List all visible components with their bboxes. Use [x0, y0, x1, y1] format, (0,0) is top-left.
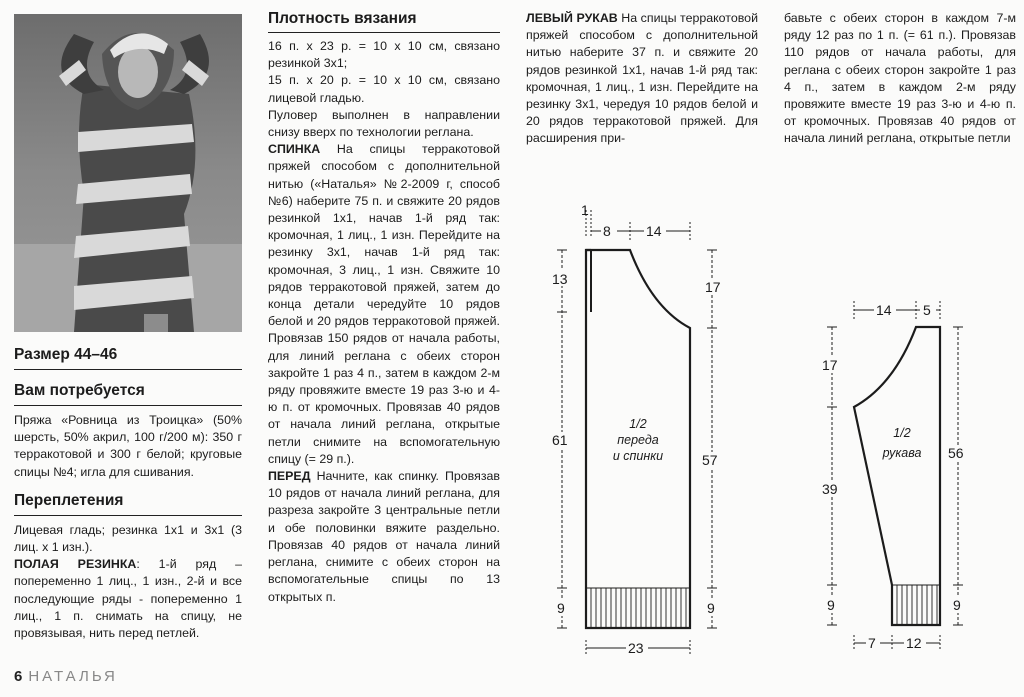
dim-left-bot: 9 — [827, 597, 835, 613]
page-footer — [14, 668, 118, 685]
stitches-text: Лицевая гладь; резинка 1х1 и 3х1 (3 лиц. х 1 изн.). — [14, 522, 242, 555]
front-paragraph — [268, 468, 500, 606]
dim-top-left: 14 — [876, 302, 892, 318]
stitches-heading: Переплетения — [14, 491, 124, 509]
dim-right-mid: 57 — [702, 452, 718, 468]
back-paragraph — [268, 141, 500, 468]
stripe-rib-text: : 1-й ряд – попеременно 1 лиц., 1 изн., 2-й и все последующие ряды - попеременно 1 лиц., 1 п. снимать на спицу, не провязывая, нить перед петлей. — [14, 557, 242, 641]
sleeve-text-1: На спицы терракотовой пряжей способом с дополнительной нитью наберите 37 п. и свяжите 20 рядов резинкой 1х1, начав 1-й ряд так: кромочная, 1 лиц., 1 изн. Перейдите на резинку 3х1, чередуя 10 рядов белой и 20 рядов терракотовой пряжей. Для расширения при- — [526, 11, 758, 146]
gauge-heading: Плотность вязания — [268, 10, 417, 27]
piece-label-1: 1/2 — [893, 426, 911, 440]
dim-left-top: 13 — [552, 271, 568, 287]
dim-top-small: 1 — [581, 202, 589, 218]
dim-left-top: 17 — [822, 357, 838, 373]
back-text: На спицы терракотовой пряжей способом с дополнительной нитью («Наталья» №2-2009 г, способ №6) наберите 75 п. и свяжите 20 рядов резинкой 1х1, начав 1-й ряд так: кромочная, 1 лиц., 1 изн. Перейдите на резинку 3х1, начав 1-й ряд так: кромочная, 3 лиц., 1 изн. Свяжите 10 рядов терракотовой пряжей, затем до конца детали чередуйте 10 рядов белой и 20 рядов терракотовой пряжей. Провязав 150 рядов от начала работы, для линий реглана с обеих сторон закройте 1 раз 4 п., затем в каждом 2-м ряду провяжите вместе 19 раз 3-ю и 4-ю п. от кромочных. Провязав 40 рядов от начала линий реглана, открытые петли снимите на вспомогательную спицу (= 29 п.). — [268, 142, 500, 466]
page-number: 6 — [14, 668, 23, 685]
sleeve-column-continued — [784, 10, 1016, 148]
divider — [14, 369, 242, 370]
gauge-line-1: 16 п. х 23 р. = 10 х 10 см, связано резинкой 3х1; — [268, 39, 500, 71]
dim-left-mid: 61 — [552, 432, 568, 448]
sleeve-pattern-diagram — [812, 295, 992, 665]
divider — [14, 515, 242, 516]
front-text: Начните, как спинку. Провязав 10 рядов от начала линий реглана, для разреза закройте 3 центральные петли и обе половинки вяжите раздельно. Провязав 40 рядов от начала линий реглана, снимите с обеих сторон на вспомогательные спицы по 13 открытых п. — [268, 469, 500, 604]
magazine-name: НАТАЛЬЯ — [28, 668, 118, 685]
dim-right-bot: 9 — [953, 597, 961, 613]
divider — [268, 32, 500, 33]
dim-bottom-left: 7 — [868, 635, 876, 651]
sleeve-label: ЛЕВЫЙ РУКАВ — [526, 11, 618, 25]
model-photo — [14, 14, 242, 332]
left-column — [14, 346, 242, 642]
middle-column — [268, 10, 500, 606]
size-heading: Размер 44–46 — [14, 346, 118, 363]
dim-bottom: 23 — [628, 640, 644, 656]
divider — [14, 405, 242, 406]
materials-text: Пряжа «Ровница из Троицка» (50% шерсть, 50% акрил, 100 г/200 м): 350 г терракотовой и 300 г белой; круговые спицы №4; игла для сшивания. — [14, 413, 242, 479]
dim-right-top: 17 — [705, 279, 721, 295]
dim-right-bot: 9 — [707, 600, 715, 616]
dim-top-left: 8 — [603, 223, 611, 239]
dim-top-right: 14 — [646, 223, 662, 239]
gauge-line-3: Пуловер выполнен в направлении снизу вверх по технологии реглана. — [268, 107, 500, 140]
front-label: ПЕРЕД — [268, 469, 311, 484]
piece-label-2: рукава — [882, 446, 922, 460]
stripe-rib-paragraph — [14, 556, 242, 642]
body-pattern-diagram — [540, 200, 740, 665]
piece-label-2: переда — [617, 433, 659, 447]
dim-top-right: 5 — [923, 302, 931, 318]
sleeve-column — [526, 10, 758, 148]
piece-label-3: и спинки — [612, 449, 664, 463]
materials-heading: Вам потребуется — [14, 382, 145, 399]
gauge-line-2: 15 п. х 20 р. = 10 х 10 см, связано лицевой гладью. — [268, 73, 500, 105]
dim-right-mid: 56 — [948, 445, 964, 461]
back-label: СПИНКА — [268, 142, 321, 157]
dim-bottom-right: 12 — [906, 635, 922, 651]
piece-label-1: 1/2 — [629, 417, 647, 431]
dim-left-mid: 39 — [822, 481, 838, 497]
sleeve-text-2: бавьте с обеих сторон в каждом 7-м ряду 12 раз по 1 п. (= 61 п.). Провязав 110 рядов от начала работы, для реглана с обеих сторон закройте 1 раз 4 п., затем в каждом 2-м ряду провяжите вместе 19 раз 3-ю и 4-ю п. от кромочных. Провязав 40 рядов от начала линий реглана, открытые петли — [784, 11, 1016, 146]
sleeve-paragraph — [526, 10, 758, 148]
stripe-rib-label: ПОЛАЯ РЕЗИНКА — [14, 557, 137, 572]
dim-left-bot: 9 — [557, 600, 565, 616]
